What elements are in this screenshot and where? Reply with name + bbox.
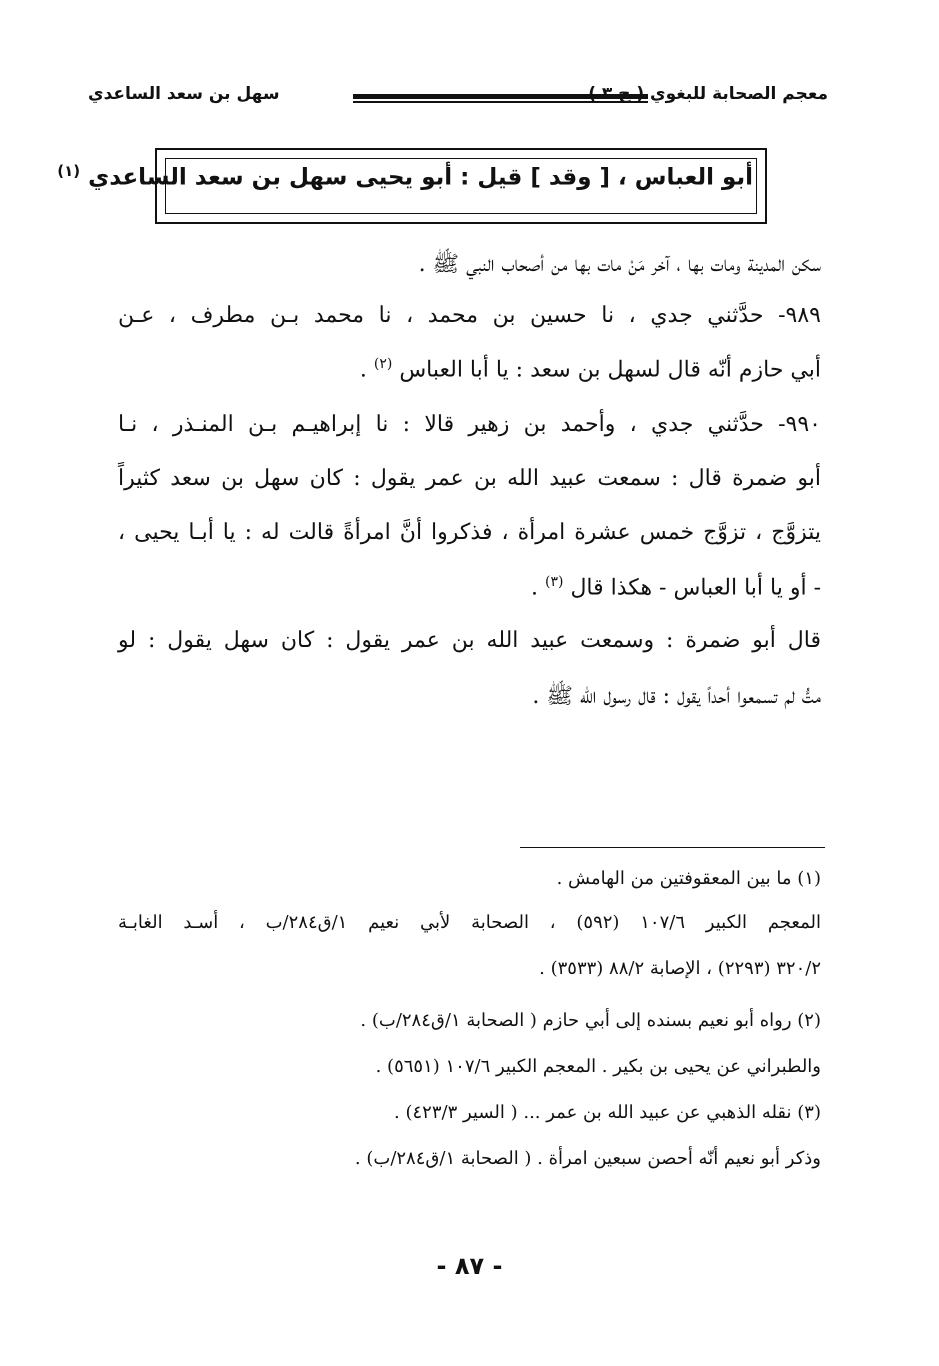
body-text: أبي حازم أنّه قال لسهل بن سعد : يا أبا العباس [399, 357, 821, 383]
body-text: . [530, 575, 538, 601]
body-text: - أو يا أبا العباس - هكذا قال [570, 575, 821, 601]
entry-heading [53, 162, 753, 191]
footnote-line: المعجم الكبير ١٠٧/٦ (٥٩٢) ، الصحابة لأبي نعيم ١/ق٢٨٤/ب ، أسـد الغابـة [118, 912, 821, 933]
body-text: . [359, 357, 367, 383]
running-header [88, 84, 828, 112]
body-line: متُّ لم تسمعوا أحداً يقول : قال رسول الله ﷺ . [532, 684, 821, 709]
footnote-line: (١) ما بين المعقوفتين من الهامش . [556, 868, 821, 889]
footnote-line: والطبراني عن يحيى بن بكير . المعجم الكبير ١٠٧/٦ (٥٦٥١) . [375, 1056, 821, 1077]
footnote-line: (٢) رواه أبو نعيم بسنده إلى أبي حازم ( الصحابة ١/ق٢٨٤/ب) . [360, 1010, 821, 1031]
footnote-line: (٣) نقله الذهبي عن عبيد الله بن عمر ... ( السير ٤٢٣/٣) . [394, 1102, 821, 1123]
footnote-separator [520, 847, 825, 848]
body-line: يتزوَّج ، تزوَّج خمس عشرة امرأة ، فذكروا أنَّ امرأةً قالت له : يا أبـا يحيى ، [118, 520, 821, 545]
entry-title: سهل بن سعد الساعدي [88, 84, 280, 104]
body-line: ٩٨٩- حدَّثني جدي ، نا حسين بن محمد ، نا محمد بـن مطرف ، عـن [118, 303, 821, 328]
footnote-line: وذكر أبو نعيم أنّه أحصن سبعين امرأة . ( الصحابة ١/ق٢٨٤/ب) . [354, 1148, 821, 1169]
entry-heading-box [57, 148, 767, 224]
entry-heading-text: أبو العباس ، [ وقد ] قيل : أبو يحيى سهل بن سعد الساعدي [88, 164, 753, 191]
footnote-marker: (٣) [544, 574, 564, 590]
book-title: معجم الصحابة للبغوي ( ج ٣ ) [588, 84, 828, 104]
body-line: قال أبو ضمرة : وسمعت عبيد الله بن عمر يقول : كان سهل يقول : لو [118, 628, 821, 653]
body-line [531, 574, 821, 600]
footnote-line: ٣٢٠/٢ (٢٢٩٣) ، الإصابة ٨٨/٢ (٣٥٣٣) . [539, 958, 821, 979]
footnote-marker: (١) [57, 162, 81, 180]
body-line: ٩٩٠- حدَّثني جدي ، وأحمد بن زهير قالا : نا إبراهيـم بـن المنـذر ، نـا [118, 412, 821, 437]
body-line: سكن المدينة ومات بها ، آخر مَنْ مات بها من أصحاب النبي ﷺ . [418, 252, 821, 277]
body-line [360, 356, 821, 382]
page-number: - ٨٧ - [436, 1252, 503, 1280]
body-line: أبو ضمرة قال : سمعت عبيد الله بن عمر يقول : كان سهل بن سعد كثيراً [118, 466, 821, 491]
footnote-marker: (٢) [373, 356, 393, 372]
